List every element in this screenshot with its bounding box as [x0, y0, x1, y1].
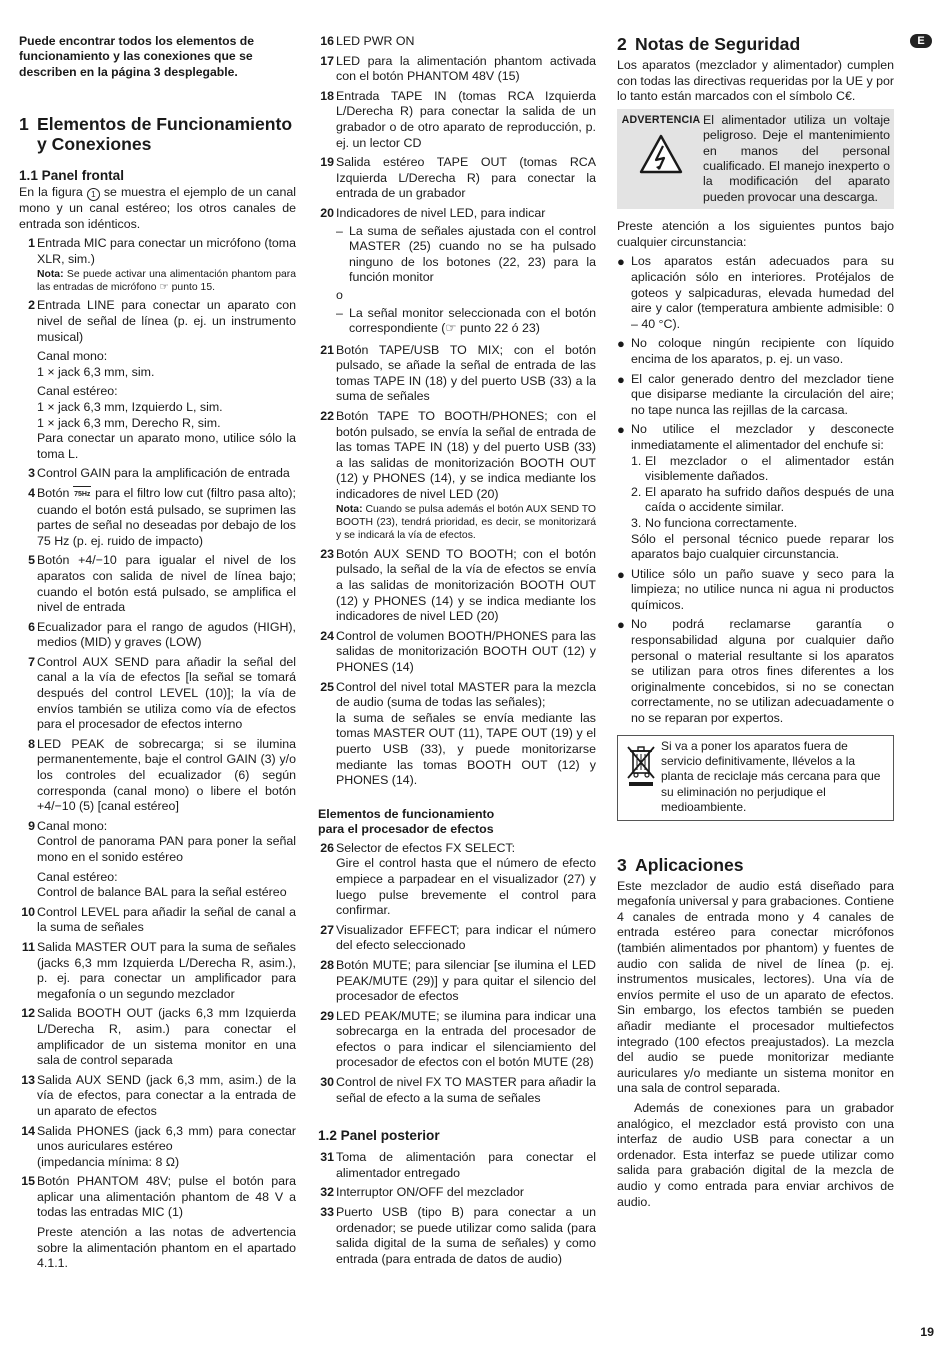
front-panel-intro [19, 185, 296, 232]
item-number: 28 [320, 957, 334, 972]
intro-note: Puede encontrar todos los elementos de funcionamiento y las conexiones que se describen en la página 3 desplegable. [19, 34, 255, 79]
item-number: 21 [320, 342, 334, 357]
bullet-dot-icon: ● [617, 422, 625, 438]
list-item [318, 1185, 596, 1201]
item-text [37, 486, 296, 549]
item-text: Botón TAPE/USB TO MIX; con el botón pulsado, se añade la señal de entrada de las tomas TAPE IN (18) y del puerto USB (33) a la suma de señales [336, 342, 596, 404]
item-number: 6 [28, 619, 35, 634]
item-text: LED PEAK de sobrecarga; si se ilumina permanentemente, baje el control GAIN (3) y/o los controles del ecualizador (6) según corresponda (canal mono) o libere el botón +4/−10 (5) [canal estéreo] [37, 736, 296, 814]
item-text: Interruptor ON/OFF del mezclador [336, 1185, 524, 1200]
item-number: 16 [320, 34, 334, 48]
item-text: Salida PHONES (jack 6,3 mm) para conectar unos auriculares estéreo (impedancia mínima: 8 Ω) [37, 1123, 296, 1169]
item-number: 20 [320, 205, 334, 220]
list-item [318, 680, 596, 789]
list-item [19, 940, 296, 1002]
language-badge: E [910, 34, 932, 48]
front-panel-title: 1.1 Panel frontal [19, 168, 125, 184]
item-number: 13 [21, 1072, 35, 1087]
note-label: Nota: [336, 503, 363, 515]
item-number: 9 [28, 818, 35, 833]
item-number: 3 [28, 466, 35, 481]
item-number: 8 [28, 736, 35, 751]
item-text: Botón PHANTOM 48V; pulse el botón para aplicar una alimentación phantom de 48 V a todas las entradas MIC (1) [37, 1174, 296, 1220]
item-text: Canal mono: Control de panorama PAN para poner la señal mono en el sonido estéreo [37, 818, 296, 864]
item-text: Salida AUX SEND (jack 6,3 mm, asim.) de la vía de efectos, para conectar a la entrada de un aparato de efectos [37, 1072, 296, 1118]
item-text: LED para la alimentación phantom activada con el botón PHANTOM 48V (15) [336, 53, 596, 84]
list-item [318, 1205, 596, 1267]
item-number: 25 [320, 679, 334, 694]
item-text: Botón TAPE TO BOOTH/PHONES; con el botón pulsado, se envía la señal de entrada de las tomas TAPE IN (18) y del puerto USB (33) a las salidas de monitorización BOOTH OUT (12) y PHONES (14), y se indica mediante los indicadores de nivel LED (20) [336, 409, 596, 502]
bullet-item [617, 617, 894, 726]
applications-paragraph-2: Además de conexiones para un grabador analógico, el mezclador está provisto con una interfaz de audio USB para conectar a un ordenador. Esta interfaz se puede utilizar como salida para grabación digital de la mezcla de audio y como entrada para enviar archivos de audio. [617, 1100, 894, 1209]
dash-mark: – [336, 223, 343, 238]
item-number: 27 [320, 922, 334, 937]
sub-list-text: No funciona correctamente. [645, 515, 798, 530]
sub-list-key: 2. [631, 484, 642, 499]
item-number: 1 [28, 236, 35, 251]
item-number: 33 [320, 1205, 334, 1220]
item-number: 2 [28, 298, 35, 313]
section-2-heading: Notas de Seguridad [635, 34, 801, 54]
list-item [318, 409, 596, 543]
item-text: Entrada MIC para conectar un micrófono (toma XLR, sim.) [37, 236, 296, 266]
list-item [318, 923, 596, 954]
item-note [37, 268, 296, 295]
list-item [318, 1009, 596, 1071]
item-text-a: Botón [37, 485, 70, 500]
list-item [318, 958, 596, 1005]
item-number: 11 [21, 939, 35, 954]
list-item [318, 206, 596, 339]
item-number: 30 [320, 1075, 334, 1090]
figure-circle-icon: 1 [87, 188, 100, 201]
list-item [19, 1006, 296, 1068]
item-text: Salida MASTER OUT para la suma de señales (jacks 6,3 mm Izquierda L/Derecha R, asim.), p. ej. para conectar un amplificador para megafonía o un segundo mezclador [37, 939, 296, 1001]
or-text: o [336, 287, 343, 302]
item-text: Control del nivel total MASTER para la mezcla de audio (suma de todas las señales); la suma de señales se envía mediante las tomas MASTER OUT (11), TAPE OUT (19) y el puerto USB (33), y puede monitorizarse mediante las tomas BOOTH OUT (12) y PHONES (14). [336, 679, 596, 788]
list-item [19, 298, 296, 462]
item-text: Control GAIN para la amplificación de entrada [37, 466, 290, 481]
list-item [19, 486, 296, 549]
low-cut-filter-icon: 75Hz [73, 486, 91, 503]
item-number: 19 [320, 155, 334, 170]
warning-text: El alimentador utiliza un voltaje peligroso. Deje el mantenimiento en manos del personal cualificado. El manejo inexperto o la modificación del aparato pueden provocar una descarga. [703, 112, 890, 204]
item-number: 26 [320, 840, 334, 855]
bullet-dot-icon: ● [617, 254, 625, 270]
item-number: 32 [320, 1185, 334, 1200]
item-text: Control de volumen BOOTH/PHONES para las salidas de monitorización BOOTH OUT (12) y PHONES (14) [336, 628, 596, 674]
item-text: Toma de alimentación para conectar el alimentador entregado [336, 1150, 596, 1180]
item-text: Control AUX SEND para añadir la señal del canal a la vía de efectos [la señal se tomará después del control LEVEL (10)]; la vía de envíos también se utiliza como vía de efectos para el procesador de efectos interno [37, 654, 296, 732]
section-1-heading: Elementos de Funcionamiento y Conexiones [37, 114, 293, 155]
recycling-text: Si va a poner los aparatos fuera de servicio definitivamente, llévelos a la planta de reciclaje más cercana para que su eliminación no perjudique el medioambiente. [661, 738, 881, 815]
warning-label: ADVERTENCIA [621, 113, 701, 126]
item-text-warning-ref: Preste atención a las notas de advertencia sobre la alimentación phantom en el apartado 4.1.1. [37, 1225, 296, 1271]
item-text: LED PEAK/MUTE; se ilumina para indicar una sobrecarga en la entrada del procesador de efectos o para indicar el silenciamiento del procesador de efectos con el botón MUTE (28) [336, 1008, 596, 1070]
warning-lightning-icon [639, 134, 683, 174]
weee-bin-icon [626, 743, 656, 787]
column-left [19, 34, 296, 1276]
list-item [19, 737, 296, 815]
item-text-mono: Canal mono: 1 × jack 6,3 mm, sim. [37, 349, 155, 379]
item-text: Entrada TAPE IN (tomas RCA Izquierda L/Derecha R) para conectar la salida de un grabador o de otro aparato de reproducción, p. ej. un lector CD [336, 88, 596, 150]
bullet-item [617, 422, 894, 562]
item-number: 15 [21, 1174, 35, 1189]
section-3-heading: Aplicaciones [635, 854, 744, 875]
item-text: Indicadores de nivel LED, para indicar [336, 205, 546, 220]
list-item [318, 841, 596, 919]
list-item [19, 655, 296, 733]
bullet-dot-icon: ● [617, 617, 625, 633]
item-text: Salida BOOTH OUT (jacks 6,3 mm Izquierda L/Derecha R, asim.) para conectar el amplificador de un sistema monitor en una sala de control separada [37, 1006, 296, 1068]
sub-list-text: El aparato ha sufrido daños después de una caída o accidente similar. [645, 484, 894, 515]
item-number: 24 [320, 628, 334, 643]
list-item [19, 620, 296, 651]
list-item [318, 34, 596, 50]
item-number: 5 [28, 553, 35, 568]
item-number: 17 [320, 53, 334, 68]
bullet-text: No utilice el mezclador y desconecte inmediatamente el alimentador del enchufe si: [631, 422, 894, 452]
section-1-title [19, 114, 296, 154]
sub-list-key: 3. [631, 515, 642, 530]
item-number: 12 [21, 1006, 35, 1021]
bullet-dot-icon: ● [617, 371, 625, 387]
list-item [19, 819, 296, 901]
recycling-box [617, 735, 894, 821]
sub-list-item [631, 516, 894, 532]
note-label: Nota: [37, 268, 64, 280]
dash-mark: – [336, 305, 343, 320]
list-item [318, 547, 596, 625]
note-text: Cuando se pulsa además el botón AUX SEND TO BOOTH (23), tendrá prioridad, es decir, se monitorizará y se indicará la vía de efectos. [336, 503, 597, 542]
item-number: 7 [28, 654, 35, 669]
item-text: Visualizador EFFECT; para indicar el número del efecto seleccionado [336, 922, 596, 953]
safety-intro: Los aparatos (mezclador y alimentador) cumplen con todas las directivas requeridas por la UE y por lo tanto están marcados con el símbolo C€. [617, 58, 894, 104]
item-number: 4 [28, 485, 35, 500]
list-item [19, 553, 296, 615]
item-text: Selector de efectos FX SELECT: Gire el control hasta que el número de efecto empiece a parpadear en el visualizador (27) y luego pulse brevemente el control para confirmar. [336, 840, 596, 918]
list-item [19, 1174, 296, 1272]
item-number: 31 [320, 1150, 334, 1165]
item-text: LED PWR ON [336, 34, 415, 48]
bullet-text: Utilice sólo un paño suave y seco para la limpieza; no utilice nunca ni agua ni productos químicos. [631, 566, 894, 612]
rear-panel-title: 1.2 Panel posterior [318, 1128, 440, 1144]
section-3-number: 3 [617, 854, 627, 875]
sub-list-key: 1. [631, 453, 642, 468]
item-text: Entrada LINE para conectar un aparato con nivel de señal de línea (p. ej. un instrumento musical) [37, 298, 296, 344]
recycling-icon-wrap [621, 739, 661, 816]
section-1-number: 1 [19, 114, 29, 135]
list-item [318, 1150, 596, 1181]
list-item [318, 89, 596, 151]
section-2-number: 2 [617, 34, 627, 54]
item-text: Botón AUX SEND TO BOOTH; con el botón pulsado, la señal de la vía de efectos se envía a las salidas de monitorización BOOTH OUT (12) y PHONES (14) y se indica mediante los indicadores de nivel LED (20) [336, 546, 596, 624]
item-number: 23 [320, 546, 334, 561]
bullet-dot-icon: ● [617, 336, 625, 352]
list-item [19, 236, 296, 294]
bullet-text: No podrá reclamarse garantía o responsabilidad alguna por cualquier daño personal o material resultante si los aparatos se utilizan para otros fines diferentes a los originalmente concebidos, si no se conectan correctamente, no se utilizan adecuadamente o no se reparan por expertos. [631, 617, 894, 726]
bullet-item [617, 254, 894, 332]
list-item [318, 54, 596, 85]
list-item [19, 466, 296, 482]
item-text: Control de nivel FX TO MASTER para añadir la señal de efecto a la suma de señales [336, 1075, 596, 1105]
dash-text: La señal monitor seleccionada con el botón correspondiente (☞ punto 22 ó 23) [349, 305, 596, 336]
note-text: Se puede activar una alimentación phantom para las entradas de micrófono ☞ punto 15. [37, 268, 297, 293]
item-number: 14 [21, 1123, 35, 1138]
list-item [318, 155, 596, 202]
list-item [318, 629, 596, 676]
attention-text: Preste atención a los siguientes puntos bajo cualquier circunstancia: [617, 219, 894, 249]
item-text: Salida estéreo TAPE OUT (tomas RCA Izquierda L/Derecha R) para conectar la entrada de un grabador [336, 155, 596, 201]
bullet-item [617, 336, 894, 367]
sub-list-item [631, 454, 894, 485]
item-text: Puerto USB (tipo B) para conectar a un ordenador; se puede utilizar como salida (para salida digital de la suma de señales) y como entrada (para entrada de datos de audio) [336, 1205, 596, 1266]
dash-text: La suma de señales ajustada con el control MASTER (25) cuando no se ha pulsado ninguno de los botones (22, 23) para la función monitor [349, 223, 596, 285]
bullet-item [617, 372, 894, 419]
fx-section-title: Elementos de funcionamiento para el procesador de efectos [318, 806, 495, 836]
bullet-text: No coloque ningún recipiente con líquido encima de los aparatos, p. ej. un vaso. [631, 336, 894, 366]
column-right [617, 34, 894, 1214]
bullet-text: El calor generado dentro del mezclador tiene que disiparse mediante la circulación del aire; no tape nunca las rejillas de la carcasa. [631, 371, 894, 417]
bullet-dot-icon: ● [617, 566, 625, 582]
item-text: Control LEVEL para añadir la señal de canal a la suma de señales [37, 904, 296, 935]
list-item [19, 1124, 296, 1171]
item-text-stereo: Canal estéreo: 1 × jack 6,3 mm, Izquierdo L, sim. 1 × jack 6,3 mm, Derecho R, sim. Para conectar un aparato mono, utilice sólo la toma L. [37, 384, 296, 461]
item-text-b: para el filtro low cut (filtro pasa alto); cuando el botón está pulsado, se suprimen las partes de señal no deseadas por debajo de los 75 Hz (p. ej. ruido de impacto) [37, 485, 296, 548]
item-text: Ecualizador para el rango de agudos (HIGH), medios (MID) y graves (LOW) [37, 619, 296, 650]
warning-box [617, 109, 894, 209]
warning-left [619, 113, 703, 205]
item-text-stereo: Canal estéreo: Control de balance BAL para la señal estéreo [37, 869, 287, 900]
bullet-text: Los aparatos están adecuados para su aplicación sólo en interiores. Protéjalos de goteos y salpicaduras, elevada humedad del aire y calor (temperatura ambiente admisible: 0 – 40 °C). [631, 254, 894, 331]
item-number: 22 [320, 409, 334, 424]
item-note [336, 503, 596, 543]
sub-list-item [631, 485, 894, 516]
item-text: Botón +4/−10 para igualar el nivel de los aparatos con salida de nivel de línea bajo; cuando el botón está pulsado, se amplifica el nivel de entrada [37, 553, 296, 615]
applications-paragraph-1: Este mezclador de audio está diseñado para megafonía universal y para grabaciones. Contiene 4 canales de entrada mono y 4 canales de entrada estéreo para conectar micrófonos (también alimentados por phantom) y fuentes de audio con salida de nivel de línea (p. ej. instrumentos musicales, lectores). Una vía de envíos permite el uso de un aparato de efectos. Sin embargo, los efectos también se pueden añadir mediante el procesador multiefectos integrado (100 efectos preajustados). La mezcla del audio se puede monitorizar mediante auriculares y/o mediante un sistema monitor en una sala de control separada. [617, 878, 894, 1096]
front-intro-part-b: se muestra el ejemplo de un canal mono y un canal estéreo; los otros canales de entrada son idénticos. [19, 185, 296, 231]
list-item [318, 1075, 596, 1106]
dash-item [336, 306, 596, 337]
column-middle [318, 34, 596, 1271]
sub-list-text: El mezclador o el alimentador están visiblemente dañados. [645, 453, 894, 484]
list-item [19, 905, 296, 936]
list-item [318, 343, 596, 405]
section-3-title [617, 855, 894, 875]
bullet-item [617, 567, 894, 614]
item-number: 10 [21, 904, 35, 919]
bullet-tail-text: Sólo el personal técnico puede reparar los aparatos bajo cualquier circunstancia. [631, 531, 894, 562]
item-number: 29 [320, 1008, 334, 1023]
section-2-title [617, 34, 894, 54]
item-text: Botón MUTE; para silenciar [se ilumina el LED PEAK/MUTE (29)] y para quitar el silencio del procesador de efectos [336, 957, 596, 1004]
list-item [19, 1073, 296, 1120]
front-intro-part-a: En la figura [19, 185, 83, 200]
page-number: 19 [920, 1325, 934, 1339]
item-number: 18 [320, 88, 334, 103]
dash-item [336, 224, 596, 286]
